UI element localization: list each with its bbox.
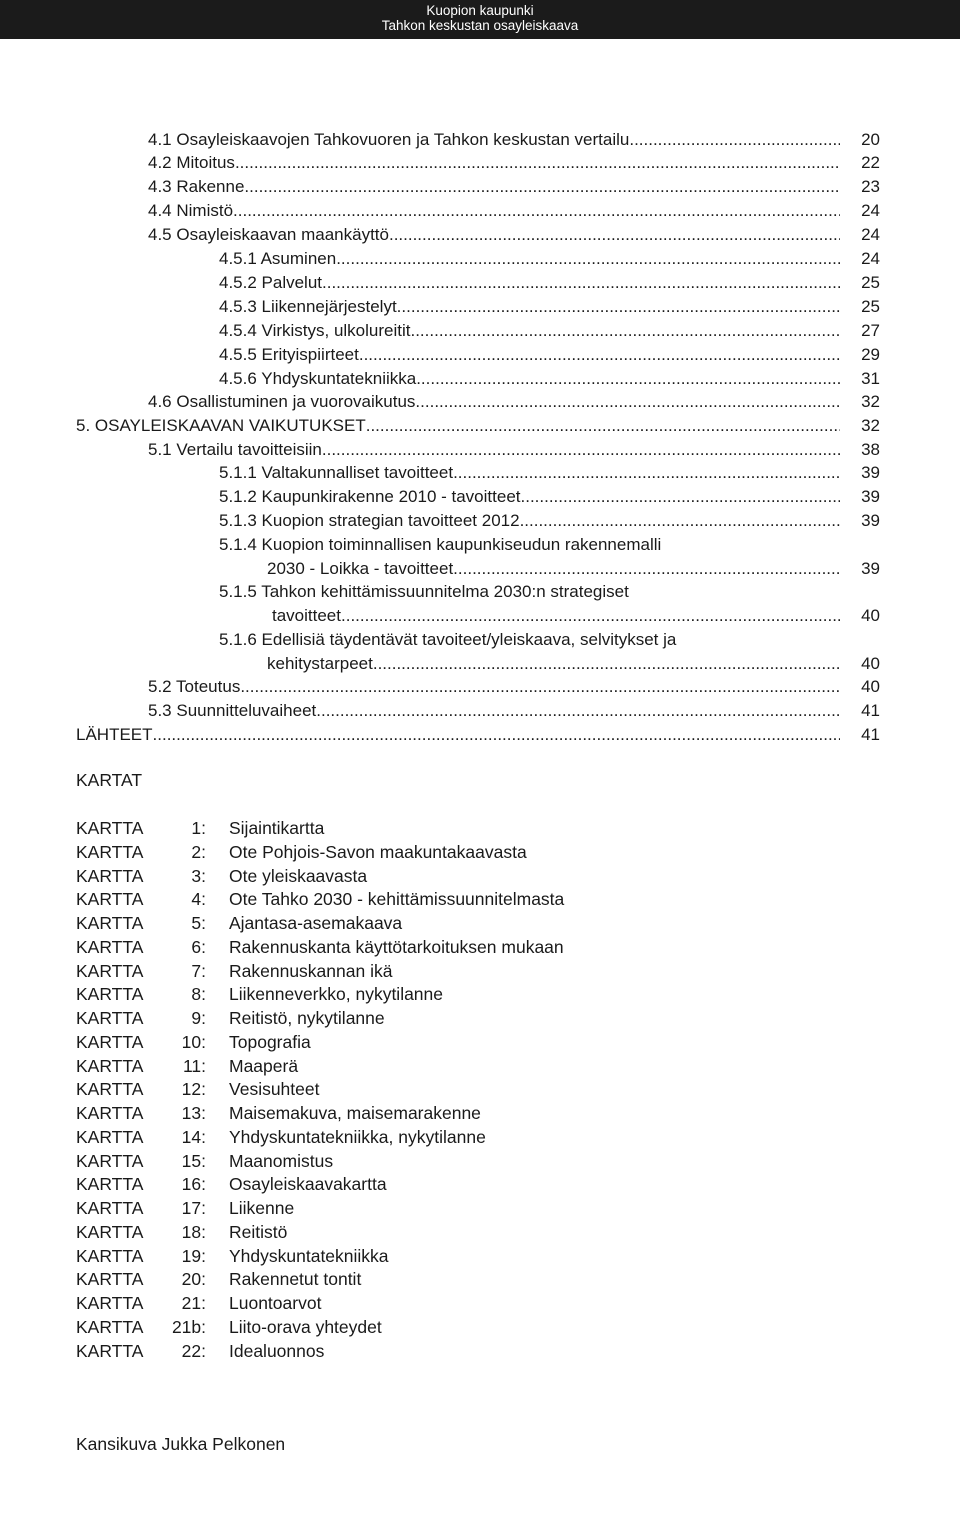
map-word: KARTTA bbox=[76, 1174, 144, 1194]
map-title: Reitistö bbox=[229, 1222, 288, 1242]
toc-entry bbox=[267, 557, 880, 581]
toc-entry-label: 4.5.1 Asuminen bbox=[219, 249, 337, 268]
toc-entry bbox=[267, 652, 880, 676]
map-word: KARTTA bbox=[76, 1269, 144, 1289]
map-list-item bbox=[76, 1196, 876, 1220]
map-title: Rakennetut tontit bbox=[229, 1269, 362, 1289]
map-list-item bbox=[76, 1339, 876, 1363]
toc-entry-page: 24 bbox=[861, 225, 880, 244]
toc-leader-dots bbox=[240, 675, 840, 699]
map-title: Vesisuhteet bbox=[229, 1079, 320, 1099]
map-word: KARTTA bbox=[76, 1222, 144, 1242]
map-title: Liikenne bbox=[229, 1198, 295, 1218]
toc-entry bbox=[219, 271, 880, 295]
map-word: KARTTA bbox=[76, 1293, 144, 1313]
toc-entry-label: 4.5 Osayleiskaavan maankäyttö bbox=[148, 225, 389, 244]
map-title: Maanomistus bbox=[229, 1151, 334, 1171]
toc-entry bbox=[219, 343, 880, 367]
map-word: KARTTA bbox=[76, 1341, 144, 1361]
toc-entry-page: 40 bbox=[861, 606, 880, 625]
map-number: 15: bbox=[181, 1151, 206, 1171]
toc-entry-label: 5.1.1 Valtakunnalliset tavoitteet bbox=[219, 463, 454, 482]
map-title: Sijaintikartta bbox=[229, 818, 325, 838]
toc-leader-dots bbox=[453, 461, 840, 485]
toc-entry-page: 41 bbox=[861, 701, 880, 720]
map-number: 10: bbox=[181, 1032, 206, 1052]
page-header bbox=[0, 0, 960, 39]
toc-entry bbox=[148, 128, 880, 152]
toc-leader-dots bbox=[316, 699, 840, 723]
toc-entry bbox=[148, 199, 880, 223]
map-word: KARTTA bbox=[76, 1317, 144, 1337]
map-word: KARTTA bbox=[76, 1056, 144, 1076]
map-list-item bbox=[76, 840, 876, 864]
map-title: Topografia bbox=[229, 1032, 311, 1052]
map-word: KARTTA bbox=[76, 961, 144, 981]
toc-entry-page: 23 bbox=[861, 177, 880, 196]
map-number: 14: bbox=[181, 1127, 206, 1147]
toc-entry-page: 25 bbox=[861, 273, 880, 292]
toc-leader-dots bbox=[397, 295, 840, 319]
map-word: KARTTA bbox=[76, 1008, 144, 1028]
toc-entry-label: kehitystarpeet bbox=[267, 654, 373, 673]
map-list-item bbox=[76, 864, 876, 888]
toc-leader-dots bbox=[322, 271, 840, 295]
map-word: KARTTA bbox=[76, 1198, 144, 1218]
toc-entry-label: 5. OSAYLEISKAAVAN VAIKUTUKSET bbox=[76, 416, 366, 435]
toc-entry bbox=[148, 699, 880, 723]
toc-entry-page: 32 bbox=[861, 416, 880, 435]
toc-entry bbox=[219, 247, 880, 271]
toc-leader-dots bbox=[629, 128, 840, 152]
map-word: KARTTA bbox=[76, 818, 144, 838]
map-word: KARTTA bbox=[76, 1127, 144, 1147]
toc-leader-dots bbox=[389, 223, 840, 247]
toc-entry-page: 39 bbox=[861, 511, 880, 530]
header-org: Kuopion kaupunki bbox=[426, 3, 534, 18]
map-word: KARTTA bbox=[76, 984, 144, 1004]
map-number: 18: bbox=[181, 1222, 206, 1242]
map-word: KARTTA bbox=[76, 889, 144, 909]
map-title: Ajantasa-asemakaava bbox=[229, 913, 403, 933]
toc-entry bbox=[148, 438, 880, 462]
map-title: Idealuonnos bbox=[229, 1341, 325, 1361]
toc-leader-dots bbox=[453, 557, 840, 581]
toc-entry bbox=[219, 367, 880, 391]
toc-entry-label: 4.4 Nimistö bbox=[148, 201, 234, 220]
toc-leader-dots bbox=[366, 414, 840, 438]
toc-leader-dots bbox=[415, 390, 840, 414]
toc-entry-page: 41 bbox=[861, 725, 880, 744]
map-word: KARTTA bbox=[76, 1079, 144, 1099]
map-word: KARTTA bbox=[76, 1032, 144, 1052]
toc-leader-dots bbox=[233, 199, 840, 223]
map-list-item bbox=[76, 1006, 876, 1030]
toc-entry-label: 4.5.6 Yhdyskuntatekniikka bbox=[219, 369, 417, 388]
map-number: 11: bbox=[182, 1056, 206, 1076]
toc-entry-page: 24 bbox=[861, 249, 880, 268]
map-list-item bbox=[76, 1030, 876, 1054]
map-list-item bbox=[76, 1125, 876, 1149]
toc-leader-dots bbox=[373, 652, 840, 676]
map-number: 8: bbox=[191, 984, 206, 1004]
map-number: 1: bbox=[191, 818, 206, 838]
map-number: 22: bbox=[181, 1341, 206, 1361]
map-word: KARTTA bbox=[76, 1151, 144, 1171]
toc-leader-dots bbox=[244, 175, 840, 199]
map-title: Luontoarvot bbox=[229, 1293, 322, 1313]
toc-leader-dots bbox=[410, 319, 840, 343]
toc-entry-label: 4.5.3 Liikennejärjestelyt bbox=[219, 297, 397, 316]
map-title: Maaperä bbox=[229, 1056, 299, 1076]
map-list-item bbox=[76, 816, 876, 840]
toc-entry-label: 5.1.5 Tahkon kehittämissuunnitelma 2030:n strategiset bbox=[219, 582, 629, 601]
maps-section-title: KARTAT bbox=[76, 770, 143, 790]
toc-entry-label: 4.3 Rakenne bbox=[148, 177, 245, 196]
map-number: 21: bbox=[181, 1293, 206, 1313]
toc-entry-label: 5.1 Vertailu tavoitteisiin bbox=[148, 440, 322, 459]
toc-entry-label: 4.5.5 Erityispiirteet bbox=[219, 345, 359, 364]
toc-entry-page: 40 bbox=[861, 677, 880, 696]
map-word: KARTTA bbox=[76, 866, 144, 886]
map-word: KARTTA bbox=[76, 1103, 144, 1123]
toc-leader-dots bbox=[322, 438, 840, 462]
map-title: Liito-orava yhteydet bbox=[229, 1317, 382, 1337]
map-number: 5: bbox=[191, 913, 206, 933]
map-list-item bbox=[76, 1149, 876, 1173]
map-title: Ote yleiskaavasta bbox=[229, 866, 368, 886]
toc-entry bbox=[76, 723, 880, 747]
map-title: Rakennuskanta käyttötarkoituksen mukaan bbox=[229, 937, 564, 957]
map-list-item bbox=[76, 935, 876, 959]
toc-entry bbox=[148, 390, 880, 414]
toc-entry-label: 4.2 Mitoitus bbox=[148, 153, 235, 172]
map-list-item bbox=[76, 982, 876, 1006]
toc-entry-label: 5.1.2 Kaupunkirakenne 2010 - tavoitteet bbox=[219, 487, 521, 506]
toc-entry bbox=[219, 295, 880, 319]
map-list-item bbox=[76, 1077, 876, 1101]
toc-entry-label: 2030 - Loikka - tavoitteet bbox=[267, 559, 454, 578]
toc-entry-page: 27 bbox=[861, 321, 880, 340]
toc-leader-dots bbox=[153, 723, 840, 747]
map-title: Rakennuskannan ikä bbox=[229, 961, 393, 981]
map-word: KARTTA bbox=[76, 842, 144, 862]
map-word: KARTTA bbox=[76, 913, 144, 933]
map-list-item bbox=[76, 1054, 876, 1078]
toc-entry-label: 4.6 Osallistuminen ja vuorovaikutus bbox=[148, 392, 416, 411]
toc-entry-page: 29 bbox=[861, 345, 880, 364]
map-number: 21b: bbox=[171, 1317, 206, 1337]
map-number: 4: bbox=[191, 889, 206, 909]
toc-entry-page: 39 bbox=[861, 487, 880, 506]
map-title: Ote Tahko 2030 - kehittämissuunnitelmasta bbox=[229, 889, 565, 909]
toc-entry bbox=[148, 223, 880, 247]
map-word: KARTTA bbox=[76, 937, 144, 957]
toc-entry-label: 4.1 Osayleiskaavojen Tahkovuoren ja Tahkon keskustan vertailu bbox=[148, 130, 630, 149]
map-number: 19: bbox=[181, 1246, 206, 1266]
map-number: 2: bbox=[191, 842, 206, 862]
map-list-item bbox=[76, 1315, 876, 1339]
toc-entry bbox=[272, 604, 880, 628]
toc-entry-label: 5.1.6 Edellisiä täydentävät tavoiteet/yleiskaava, selvitykset ja bbox=[219, 630, 677, 649]
toc-entry-page: 20 bbox=[861, 130, 880, 149]
map-list-item bbox=[76, 1172, 876, 1196]
toc-entry-label: 4.5.4 Virkistys, ulkolureitit bbox=[219, 321, 411, 340]
map-list-item bbox=[76, 1267, 876, 1291]
header-doc-title: Tahkon keskustan osayleiskaava bbox=[381, 18, 579, 33]
toc-leader-dots bbox=[341, 604, 840, 628]
toc-entry bbox=[148, 151, 880, 175]
map-number: 6: bbox=[191, 937, 206, 957]
toc-entry-page: 22 bbox=[861, 153, 880, 172]
map-list-item bbox=[76, 1244, 876, 1268]
map-number: 20: bbox=[181, 1269, 206, 1289]
map-title: Liikenneverkko, nykytilanne bbox=[229, 984, 444, 1004]
toc-entry-label: 5.1.4 Kuopion toiminnallisen kaupunkiseudun rakennemalli bbox=[219, 535, 662, 554]
toc-leader-dots bbox=[521, 485, 841, 509]
toc-entry-page: 38 bbox=[861, 440, 880, 459]
map-word: KARTTA bbox=[76, 1246, 144, 1266]
map-number: 13: bbox=[181, 1103, 206, 1123]
toc-entry-label: LÄHTEET bbox=[76, 725, 153, 744]
cover-photo-credit: Kansikuva Jukka Pelkonen bbox=[76, 1434, 286, 1454]
toc-entry-page: 25 bbox=[861, 297, 880, 316]
toc-entry bbox=[148, 175, 880, 199]
map-number: 7: bbox=[191, 961, 206, 981]
toc-entry-page: 24 bbox=[861, 201, 880, 220]
map-number: 17: bbox=[181, 1198, 206, 1218]
toc-entry bbox=[219, 461, 880, 485]
toc-entry bbox=[219, 319, 880, 343]
toc-entry-page: 31 bbox=[861, 369, 880, 388]
map-title: Yhdyskuntatekniikka, nykytilanne bbox=[229, 1127, 486, 1147]
toc-entry-label: tavoitteet bbox=[272, 606, 341, 625]
map-title: Osayleiskaavakartta bbox=[229, 1174, 387, 1194]
map-list-item bbox=[76, 1291, 876, 1315]
map-number: 9: bbox=[191, 1008, 206, 1028]
map-title: Maisemakuva, maisemarakenne bbox=[229, 1103, 481, 1123]
map-number: 12: bbox=[181, 1079, 206, 1099]
toc-entry-page: 39 bbox=[861, 559, 880, 578]
map-title: Reitistö, nykytilanne bbox=[229, 1008, 385, 1028]
toc-entry bbox=[219, 485, 880, 509]
toc-entry-page: 40 bbox=[861, 654, 880, 673]
toc-leader-dots bbox=[235, 151, 840, 175]
toc-leader-dots bbox=[416, 367, 840, 391]
map-number: 16: bbox=[181, 1174, 206, 1194]
map-number: 3: bbox=[191, 866, 206, 886]
map-title: Ote Pohjois-Savon maakuntakaavasta bbox=[229, 842, 527, 862]
map-list-item bbox=[76, 1220, 876, 1244]
map-title: Yhdyskuntatekniikka bbox=[229, 1246, 389, 1266]
toc-leader-dots bbox=[359, 343, 840, 367]
toc-entry-page: 39 bbox=[861, 463, 880, 482]
map-list-item bbox=[76, 887, 876, 911]
map-list-item bbox=[76, 1101, 876, 1125]
toc-entry bbox=[219, 509, 880, 533]
map-list-item bbox=[76, 959, 876, 983]
toc-leader-dots bbox=[336, 247, 840, 271]
toc-leader-dots bbox=[520, 509, 840, 533]
toc-entry-label: 4.5.2 Palvelut bbox=[219, 273, 323, 292]
toc-entry-page: 32 bbox=[861, 392, 880, 411]
toc-entry-label: 5.1.3 Kuopion strategian tavoitteet 2012 bbox=[219, 511, 520, 530]
map-list-item bbox=[76, 911, 876, 935]
toc-entry bbox=[148, 675, 880, 699]
toc-entry-label: 5.3 Suunnitteluvaiheet bbox=[148, 701, 317, 720]
toc-entry-label: 5.2 Toteutus bbox=[148, 677, 241, 696]
toc-entry bbox=[76, 414, 880, 438]
